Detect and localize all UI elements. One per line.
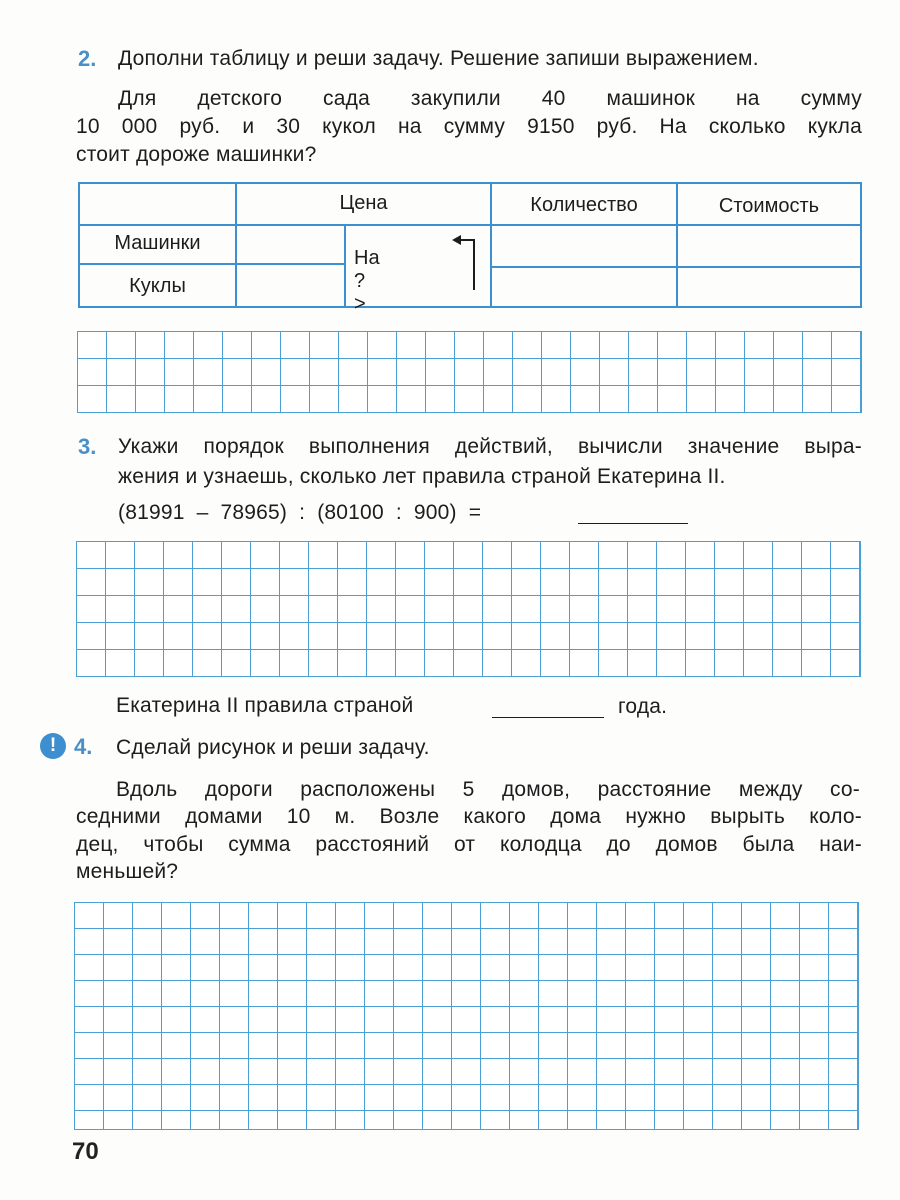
table-border-bottom	[78, 306, 862, 308]
exclamation-icon: !	[40, 733, 66, 759]
task-4-line-3: дец, чтобы сумма расстояний от колодца до домов была наи-	[76, 833, 862, 856]
page-number: 70	[72, 1138, 99, 1165]
table-price-divider	[344, 224, 346, 308]
task-2-line-1: Для детского сада закупили 40 машинок на сумму	[118, 87, 862, 110]
task-3-answer-suffix: года.	[618, 695, 668, 718]
table-row-dolls: Куклы	[129, 275, 186, 297]
task-4-instruction: Сделай рисунок и реши задачу.	[116, 736, 430, 759]
task-3-years-answer-blank[interactable]	[492, 717, 604, 718]
table-row-divider	[78, 263, 346, 265]
task-4-line-2: седними домами 10 м. Возле какого дома нужно вырыть коло-	[76, 805, 862, 828]
table-header-quantity: Количество	[530, 194, 638, 216]
table-header-price: Цена	[339, 192, 388, 214]
task-3-answer-grid[interactable]	[76, 541, 861, 677]
task-2-line-3: стоит дороже машинки?	[76, 143, 317, 166]
task-3-answer-prefix: Екатерина II правила страной	[116, 694, 414, 717]
task-2-answer-grid[interactable]	[77, 331, 862, 413]
task-2-line-2: 10 000 руб. и 30 кукол на сумму 9150 руб. На сколько кукла	[76, 115, 862, 138]
table-header-cost: Стоимость	[718, 195, 820, 217]
task-3-line-1: Укажи порядок выполнения действий, вычисли значение выра-	[118, 435, 862, 458]
task-3-line-2: жения и узнаешь, сколько лет правила страной Екатерина II.	[118, 465, 726, 488]
table-row-divider	[490, 266, 862, 268]
task-3-expression-answer-blank[interactable]	[578, 523, 688, 524]
task-2-instruction: Дополни таблицу и реши задачу. Решение запиши выражением.	[118, 47, 759, 70]
task-3-number: 3.	[78, 434, 97, 459]
table-border-right	[860, 182, 862, 308]
task-4-line-4: меньшей?	[76, 860, 179, 883]
table-comparison-note: На ? >	[354, 247, 380, 315]
task-3-expression: (81991 – 78965) : (80100 : 900) =	[118, 501, 482, 524]
table-border-top	[78, 182, 862, 184]
table-row-cars: Машинки	[114, 232, 201, 254]
task-2-number: 2.	[78, 46, 97, 71]
task-4-number: 4.	[74, 734, 93, 759]
task-4-drawing-grid[interactable]	[74, 902, 859, 1130]
arrow-up-icon	[448, 232, 482, 294]
task-4-line-1: Вдоль дороги расположены 5 домов, расстояние между со-	[116, 778, 860, 801]
table-header-divider	[78, 224, 862, 226]
